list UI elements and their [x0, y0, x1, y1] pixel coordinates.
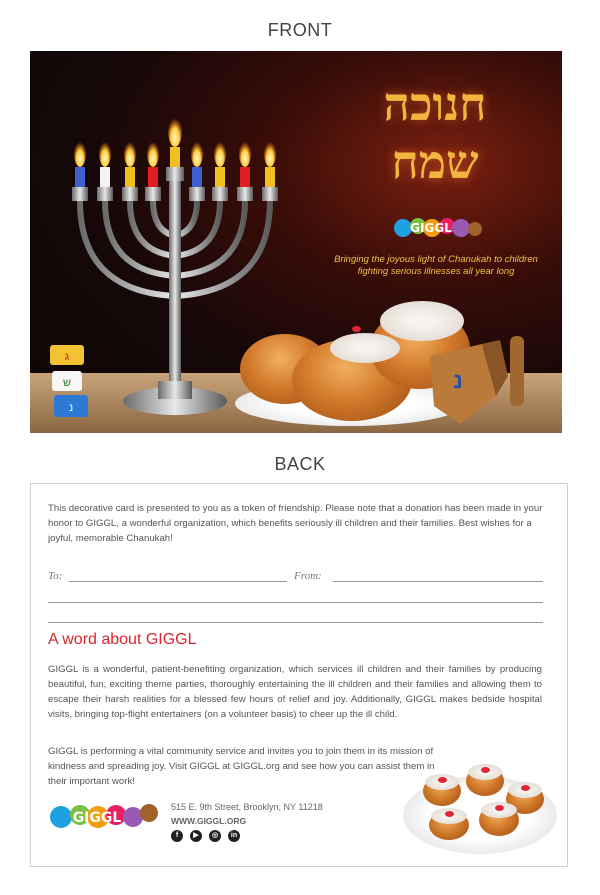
- to-label: To:: [48, 570, 63, 582]
- front-label: FRONT: [267, 20, 333, 40]
- section-heading: A word about GIGGL: [48, 631, 197, 648]
- svg-text:ש: ש: [62, 377, 72, 389]
- from-line: [333, 581, 543, 582]
- front-card: [30, 51, 562, 433]
- jelly-dot: [521, 785, 530, 791]
- about-paragraph: GIGGL is a wonderful, patient-benefiting organization, which services ill children and their families by producing beautiful, fun, exciting theme parties, thoroughly entertaining the ill children and their families and allowing them to escape their harsh realities for a blessed few hours of relief and joy. Additionally, GIGGL makes bedside hospital visits, bringing top-flight entertainers (on a volunteer basis) to cheer up the ill child.: [48, 664, 542, 720]
- invite-paragraph: GIGGL is performing a vital community service and invites you to join them in its mission of kindness and spreading joy. Visit GIGGL at GIGGL.org and see how you can assist them in their important work!: [48, 746, 435, 787]
- front-tagline: Bringing the joyous light of Chanukah to children fighting serious illnesses all year long: [334, 254, 538, 277]
- address: 515 E. 9th Street, Brooklyn, NY 11218: [171, 802, 323, 812]
- youtube-icon[interactable]: ▶: [190, 830, 202, 842]
- hebrew-greeting: [345, 75, 525, 191]
- hebrew-line-1: חנוכה: [383, 77, 487, 131]
- instagram-icon[interactable]: ◎: [209, 830, 221, 842]
- jelly-dot: [445, 811, 454, 817]
- back-label: BACK: [274, 454, 326, 474]
- powdered-sugar: [330, 333, 400, 363]
- svg-text:נ: נ: [453, 368, 463, 393]
- jelly-dot: [481, 767, 490, 773]
- jelly-dot: [352, 326, 361, 332]
- wooden-dreidel-image: [410, 336, 530, 428]
- svg-text:ג: ג: [64, 351, 70, 363]
- website-link[interactable]: WWW.GIGGL.ORG: [171, 816, 247, 826]
- powdered-sugar: [380, 301, 464, 341]
- dreidel-stack-image: [44, 343, 94, 423]
- back-card: [30, 483, 568, 867]
- message-line: [48, 602, 543, 603]
- message-line: [48, 622, 543, 623]
- from-label: From:: [294, 570, 322, 582]
- to-line: [69, 581, 287, 582]
- intro-text: This decorative card is presented to you as a token of friendship. Please note that a donation has been made in your honor to GIGGL, a wonderful organization, which benefits seriously ill children and their families. Best wishes for a joyful, memorable Chanukah!: [48, 503, 543, 544]
- giggl-logo: [49, 797, 159, 837]
- jelly-dot: [495, 805, 504, 811]
- giggl-logo: [393, 211, 483, 245]
- jelly-dot: [438, 777, 447, 783]
- svg-text:נ: נ: [68, 402, 74, 414]
- hebrew-line-2: שמח: [391, 135, 479, 189]
- logo-text: GIGGL: [410, 221, 452, 235]
- logo-text: GIGGL: [72, 810, 122, 826]
- facebook-icon[interactable]: f: [171, 830, 183, 842]
- linkedin-icon[interactable]: in: [228, 830, 240, 842]
